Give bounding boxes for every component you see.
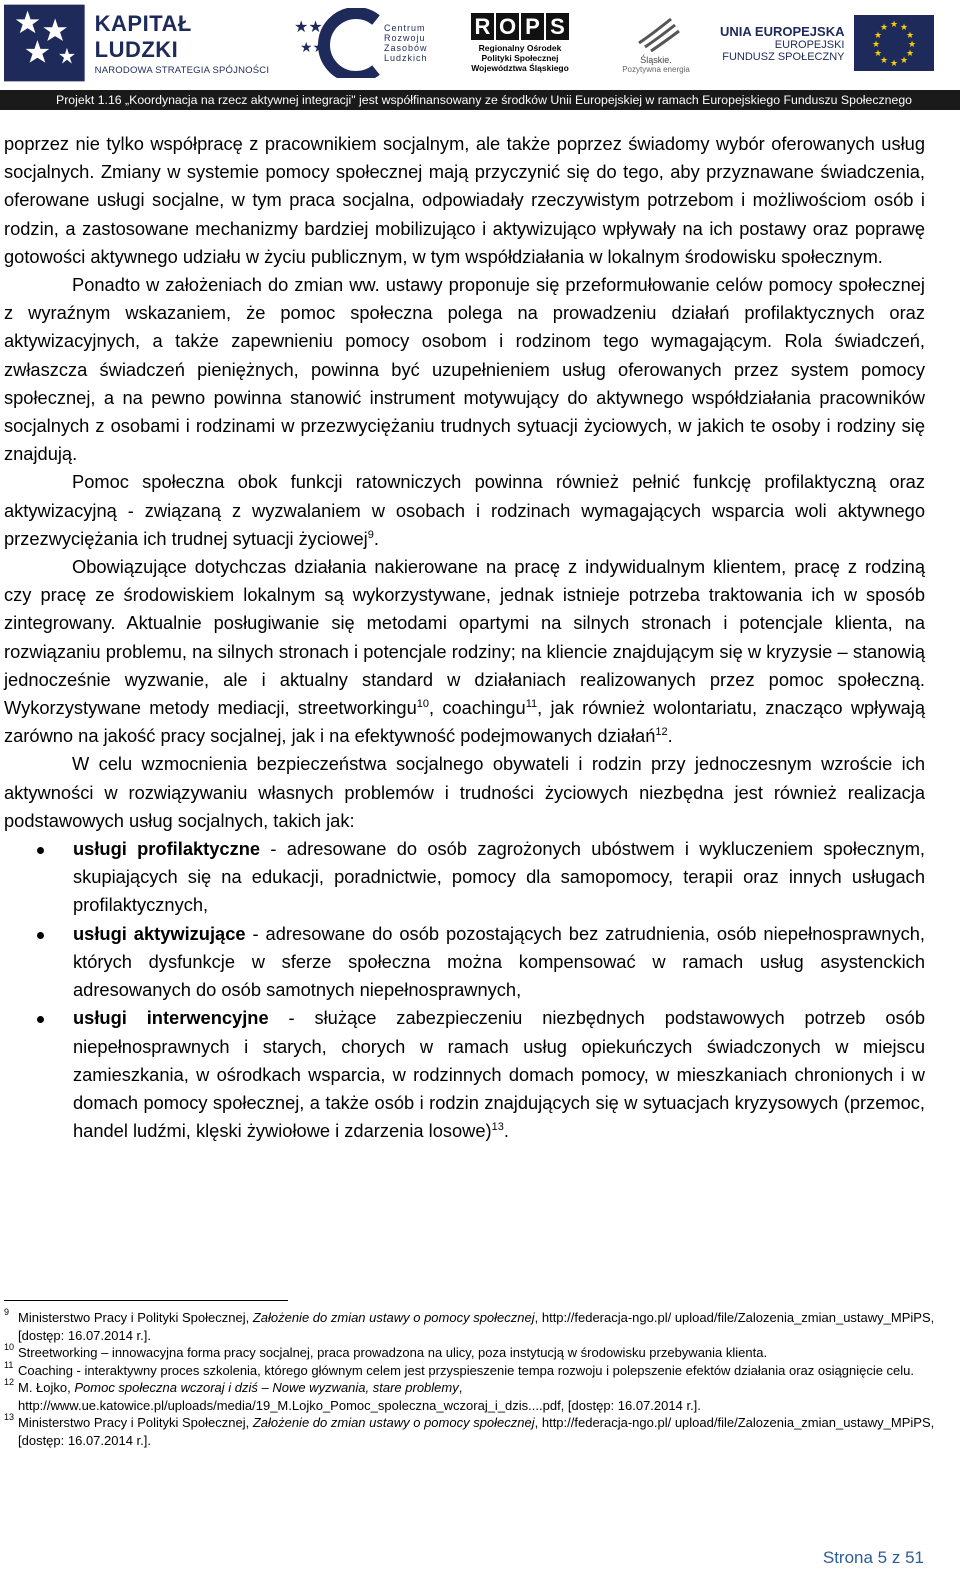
footnote-number: 13 xyxy=(4,1412,15,1422)
footnote-ref[interactable]: 12 xyxy=(655,726,668,739)
svg-text:★: ★ xyxy=(890,59,899,69)
svg-text:★: ★ xyxy=(872,40,881,50)
rops-letter: R xyxy=(471,13,494,40)
rops-logo xyxy=(460,0,580,86)
document-body xyxy=(4,130,925,1145)
svg-text:★: ★ xyxy=(906,31,915,41)
rops-letter: P xyxy=(521,13,544,40)
kapital-subtitle: NARODOWA STRATEGIA SPÓJNOŚCI xyxy=(94,64,270,76)
footnote-ref[interactable]: 11 xyxy=(525,697,538,710)
rops-sub-2: Polityki Społecznej xyxy=(481,53,559,63)
svg-text:★: ★ xyxy=(908,40,917,50)
footnote-number: 10 xyxy=(4,1342,15,1352)
list-item: usługi profilaktyczne - adresowane do osób zagrożonych ubóstwem i wykluczeniem społecznym, skupiających się na edukacji, poradnictwie, pomocy dla samopomocy, terapii oraz innych usługach profilaktycznych, xyxy=(4,835,925,920)
kapital-title: KAPITAŁ LUDZKI xyxy=(94,10,192,62)
footnote-ref[interactable]: 10 xyxy=(416,697,430,710)
eu-line-2: EUROPEJSKI xyxy=(774,38,845,51)
footnote-number: 11 xyxy=(4,1359,14,1370)
page-number: Strona 5 z 51 xyxy=(822,1548,924,1567)
bullet-icon xyxy=(37,932,44,939)
crzl-line-1: Centrum xyxy=(384,23,426,33)
header-logos xyxy=(0,0,960,86)
footnote: 9 Ministerstwo Pracy i Polityki Społecznej, Założenie do zmian ustawy o pomocy społecznej, http://federacja-ngo.pl/ upload/file/Zalozenia_zmian_ustawy_MPiPS, [dostęp: 16.07.2014 r.]. xyxy=(4,1309,944,1344)
rops-letter: O xyxy=(496,13,519,40)
footnote-ref[interactable]: 13 xyxy=(491,1121,504,1134)
crzl-line-3: Zasobów xyxy=(384,43,428,53)
footnote-number: 12 xyxy=(4,1377,15,1387)
svg-text:★: ★ xyxy=(906,49,915,59)
paragraph: Ponadto w założeniach do zmian ww. ustawy proponuje się przeformułowanie celów pomocy społecznej z wyraźnym wskazaniem, że pomoc społeczna polega na prowadzeniu działań profilaktycznych oraz aktywizacyjnych, a także zapewnieniu pomocy osobom i rodzinom tego wymagającym. Rola świadczeń, zwłaszcza świadczeń pieniężnych, powinna być uzupełnieniem usług oferowanych przez system pomocy społecznej, a na pewno powinna stanowić instrument motywujący do aktywnego współdziałania pracowników socjalnych z osobami i rodzinami w przezwyciężaniu trudnych sytuacji życiowych, w jakich te osoby i rodziny się znajdują. xyxy=(4,274,925,465)
footnotes xyxy=(4,1309,944,1449)
project-bar: Projekt 1.16 „Koordynacja na rzecz aktywnej integracji" jest współfinansowany ze środków Unii Europejskiej w ramach Europejskiego Funduszu Społecznego xyxy=(0,90,960,110)
crzl-line-4: Ludzkich xyxy=(384,53,428,63)
svg-text:★: ★ xyxy=(890,20,899,30)
svg-text:★★: ★★ xyxy=(294,17,323,36)
svg-text:★: ★ xyxy=(880,56,889,66)
rops-sub-1: Regionalny Ośrodek xyxy=(478,43,562,53)
eu-line-3: FUNDUSZ SPOŁECZNY xyxy=(722,50,845,63)
crzl-mark-icon xyxy=(290,8,380,78)
footnote-ref[interactable]: 9 xyxy=(367,528,374,541)
eu-flag-icon xyxy=(854,15,934,71)
slaskie-slogan: Pozytywna energia xyxy=(622,64,690,74)
services-list xyxy=(4,835,925,1145)
footnote: 12 M. Łojko, Pomoc społeczna wczoraj i dziś – Nowe wyzwania, stare problemy, http://www.ue.katowice.pl/uploads/media/19_M.Lojko_Pomoc_spoleczna_wczoraj_i_dzis....pdf, [dostęp: 16.07.2014 r.]. xyxy=(4,1379,944,1414)
eu-logo xyxy=(720,0,955,86)
svg-text:★: ★ xyxy=(874,31,883,41)
rops-letter: S xyxy=(546,13,569,40)
eu-line-1: UNIA EUROPEJSKA xyxy=(720,23,845,39)
footnote: 13 Ministerstwo Pracy i Polityki Społecznej, Założenie do zmian ustawy o pomocy społecznej, http://federacja-ngo.pl/ upload/file/Zalozenia_zmian_ustawy_MPiPS, [dostęp: 16.07.2014 r.]. xyxy=(4,1414,944,1449)
svg-text:★: ★ xyxy=(900,56,909,66)
svg-text:★★: ★★ xyxy=(300,40,326,56)
list-item: usługi aktywizujące - adresowane do osób pozostających bez zatrudnienia, osób niepełnosprawnych, których dysfunkcje w sferze społeczna można kompensować w ramach usług asystenckich adresowanych do osób samotnych niepełnosprawnych, xyxy=(4,920,925,1005)
crzl-line-2: Rozwoju xyxy=(384,33,426,43)
svg-text:★: ★ xyxy=(900,23,909,33)
footnote: 11 Coaching - interaktywny proces szkolenia, którego głównym celem jest przyspieszenie tempa rozwoju i polepszenie efektów działania oraz osiągnięcie celu. xyxy=(4,1362,944,1380)
footnote: 10 Streetworking – innowacyjna forma pracy socjalnej, praca prowadzona na ulicy, poza instytucją w środowisku przebywania klienta. xyxy=(4,1344,944,1362)
footnote-separator xyxy=(4,1300,288,1301)
kapital-ludzki-logo xyxy=(4,0,279,86)
paragraph: Pomoc społeczna obok funkcji ratowniczych powinna również pełnić funkcję profilaktyczną oraz aktywizacyjną - związaną z wyzwalaniem w osobach i rodzinach wymagających wsparcia woli aktywnego przezwyciężania ich trudnej sytuacji życiowej$^9$. xyxy=(4,471,925,549)
svg-text:★: ★ xyxy=(880,23,889,33)
list-item: usługi interwencyjne - służące zabezpieczeniu niezbędnych podstawowych potrzeb osób niepełnosprawnych i starych, chorych w ramach usług opiekuńczych świadczonych w miejscu zamieszkania, w ośrodkach wsparcia, w rodzinnych domach pomocy, w mieszkaniach chronionych i w domach pomocy społecznej, a także osób i rodzin znajdujących się w sytuacjach kryzysowych (przemoc, handel ludźmi, klęski żywiołowe i zdarzenia losowe)$^{13}$. xyxy=(4,1004,925,1145)
slaskie-logo xyxy=(616,0,696,86)
slaskie-name: Śląskie. xyxy=(640,54,672,65)
crzl-logo xyxy=(290,0,440,86)
paragraph: Obowiązujące dotychczas działania nakierowane na pracę z indywidualnym klientem, pracę z rodziną czy pracę ze środowiskiem lokalnym są wykorzystywane, jednak istnieje potrzeba traktowania ich w sposób zintegrowany. Aktualnie posługiwanie się metodami opartymi na silnych stronach i potencjale klienta, na rozwiązaniu problemu, na silnych stronach i potencjale rodziny; na kliencie znajdującym się w kryzysie – stanowią jednocześnie wyzwanie, ale i aktualny standard w działaniach realizowanych przez pomoc społeczną. Wykorzystywane metody mediacji, streetworkingu$^{10}$, coachingu$^{11}$, jak również wolontariatu, znacząco wpływają zarówno na jakość pracy socjalnej, jak i na efektywność podejmowanych działań$^{12}$. xyxy=(4,556,925,747)
paragraph: W celu wzmocnienia bezpieczeństwa socjalnego obywateli i rodzin przy jednoczesnym wzroście ich aktywności w rozwiązywaniu własnych problemów i trudności życiowych niezbędna jest również realizacja podstawowych usług socjalnych, takich jak: xyxy=(4,753,925,831)
svg-text:★: ★ xyxy=(874,49,883,59)
slaskie-mark-icon xyxy=(631,13,681,53)
rops-sub-3: Województwa Śląskiego xyxy=(471,63,569,73)
paragraph: poprzez nie tylko współpracę z pracownikiem socjalnym, ale także poprzez świadomy wybór oferowanych usług socjalnych. Zmiany w systemie pomocy społecznej mają przyczynić się do tego, aby przyznawane świadczenia, oferowane usługi socjalne, w tym praca socjalna, odpowiadały rzeczywistym potrzebom i możliwościom osób i rodzin, a zastosowane mechanizmy bardziej mobilizująco i aktywizująco wpływały na ich postawy oraz poprawę gotowości aktywnego udziału w życiu publicznym, w tym współdziałania w lokalnym środowisku społecznym. xyxy=(4,133,925,267)
kapital-ludzki-mark-icon xyxy=(4,4,85,82)
bullet-icon xyxy=(37,1016,44,1023)
bullet-icon xyxy=(37,847,44,854)
footnote-number: 9 xyxy=(4,1307,10,1317)
